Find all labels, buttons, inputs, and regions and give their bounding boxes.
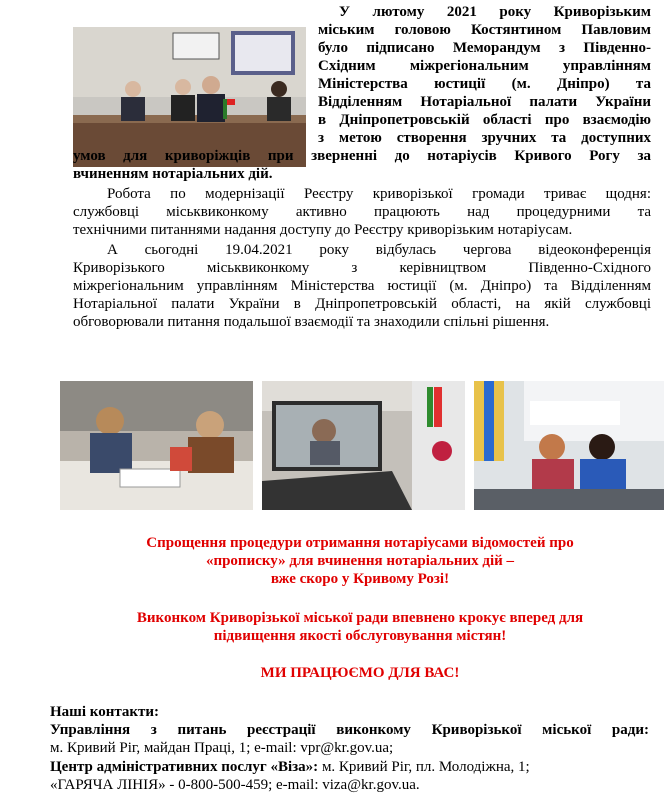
intro-line: вчиненням нотаріальних дій. [73, 166, 273, 182]
paragraph-line: Робота по модернізації Реєстру криворізької громади триває щодня: [107, 186, 651, 202]
highlight-line: Спрощення процедури отримання нотаріусами відомостей про [146, 535, 574, 551]
intro-line: умов для криворіжців при зверненні до нотаріусів Кривого Рогу за [73, 148, 651, 164]
highlight-line: «прописку» для вчинення нотаріальних дій – [205, 553, 515, 569]
intro-line: міським головою Костянтином Павловим [318, 22, 651, 38]
registration-department-address: м. Кривий Ріг, майдан Праці, 1; e-mail: vpr@kr.gov.ua; [50, 740, 394, 756]
contacts-heading: Наші контакти: [50, 704, 160, 720]
intro-line: з метою створення зручних та доступних [318, 130, 651, 146]
hotline-line: «ГАРЯЧА ЛІНІЯ» - 0-800-500-459; e-mail: viza@kr.gov.ua. [50, 777, 420, 793]
slogan: МИ ПРАЦЮЄМО ДЛЯ ВАС! [260, 665, 460, 681]
memorandum-signing-photo [73, 27, 306, 167]
intro-line: У лютому 2021 року Криворізьким [339, 4, 651, 20]
paragraph-line: службовці міськвиконкому активно працюють над процедурними та [73, 204, 651, 220]
paragraph-line: міжрегіональним управлінням Міністерства юстиції (м. Дніпро) та Відділенням [73, 278, 651, 294]
highlight-line: вже скоро у Кривому Розі! [270, 571, 450, 587]
intro-line: в Дніпропетровській області про взаємодію [318, 112, 651, 128]
registration-department-name: Управління з питань реєстрації виконкому Криворізької міської ради: [50, 722, 649, 738]
intro-line: Відділенням Нотаріальної палати України [318, 94, 651, 110]
intro-line: Східним міжрегіональним управлінням [318, 58, 651, 74]
admin-center-line [50, 759, 650, 777]
intro-line: Міністерства юстиції (м. Дніпро) та [318, 76, 651, 92]
intro-line: було підписано Меморандум з Південно- [318, 40, 651, 56]
paragraph-line: технічними питаннями надання доступу до Реєстру криворізьким нотаріусам. [73, 222, 573, 238]
conference-photo-ministry [474, 381, 664, 510]
conference-photo-staff [60, 381, 253, 510]
admin-center-name: Центр адміністративних послуг «Віза»: [50, 759, 319, 775]
confidence-line: підвищення якості обслуговування містян! [213, 628, 507, 644]
paragraph-line: Нотаріальної палати України в Дніпропетровській області, на якій службовці [73, 296, 651, 312]
paragraph-line: А сьогодні 19.04.2021 року відбулась чергова відеоконференція [107, 242, 651, 258]
paragraph-line: Криворізького міськвиконкому з керівництвом Південно-Східного [73, 260, 651, 276]
paragraph-line: обговорювали питання подальшої взаємодії та знаходили спільні рішення. [73, 314, 550, 330]
confidence-line: Виконком Криворізької міської ради впевнено крокує вперед для [136, 610, 584, 626]
conference-photo-laptop [262, 381, 465, 510]
admin-center-address: м. Кривий Ріг, пл. Молодіжна, 1; [318, 759, 530, 775]
